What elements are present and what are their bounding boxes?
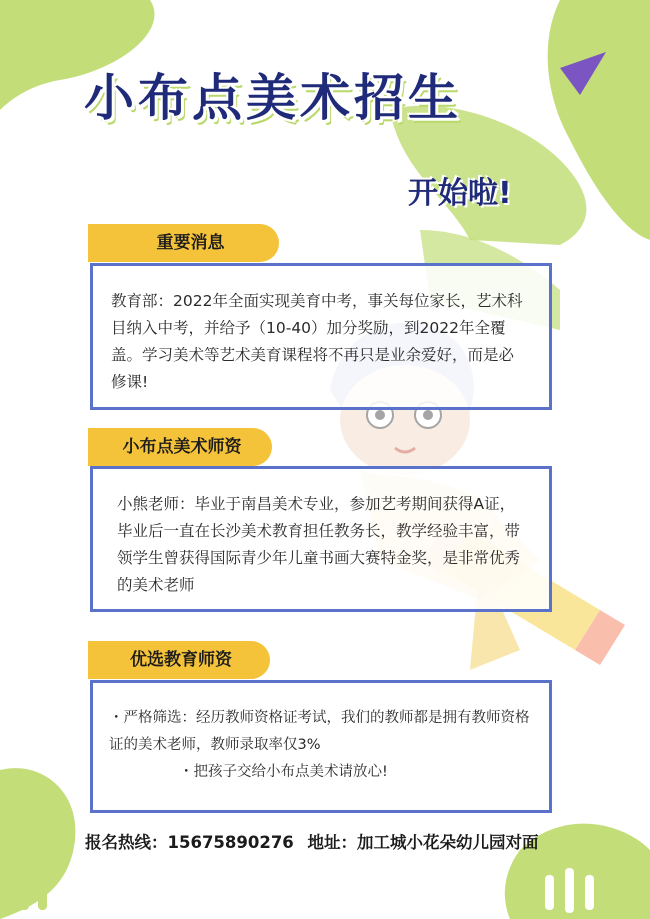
- poster-subtitle: 开始啦!: [408, 176, 512, 211]
- section-selected-box: [90, 680, 552, 813]
- footer-hotline: 报名热线：15675890276: [85, 833, 294, 852]
- section-teachers-box: [90, 466, 552, 612]
- decorative-blob: [0, 768, 75, 919]
- footer-address: 地址：加工城小花朵幼儿园对面: [307, 833, 539, 852]
- section-important-box: [90, 263, 552, 410]
- section-important-tag: 重要消息: [88, 224, 279, 262]
- poster-title: 小布点美术招生: [84, 69, 462, 127]
- section-teachers-tag: 小布点美术师资: [88, 428, 272, 466]
- section-teachers-body: 小熊老师：毕业于南昌美术专业，参加艺考期间获得A证，毕业后一直在长沙美术教育担任教务长，教学经验丰富，带领学生曾获得国际青少年儿童书画大赛特金奖，是非常优秀的美术老师: [117, 495, 521, 594]
- footer-contact: [85, 829, 547, 853]
- section-selected-line2: ・把孩子交给小布点美术请放心!: [179, 764, 388, 780]
- section-selected-tag: 优选教育师资: [88, 641, 270, 679]
- section-selected-line1: ・严格筛选：经历教师资格证考试，我们的教师都是拥有教师资格证的美术老师，教师录取率仅3%: [109, 710, 530, 753]
- section-important-body: 教育部：2022年全面实现美育中考，事关每位家长，艺术科目纳入中考，并给予（10-40）加分奖励，到2022年全覆盖。学习美术等艺术美育课程将不再只是业余爱好，而是必修课!: [111, 292, 523, 391]
